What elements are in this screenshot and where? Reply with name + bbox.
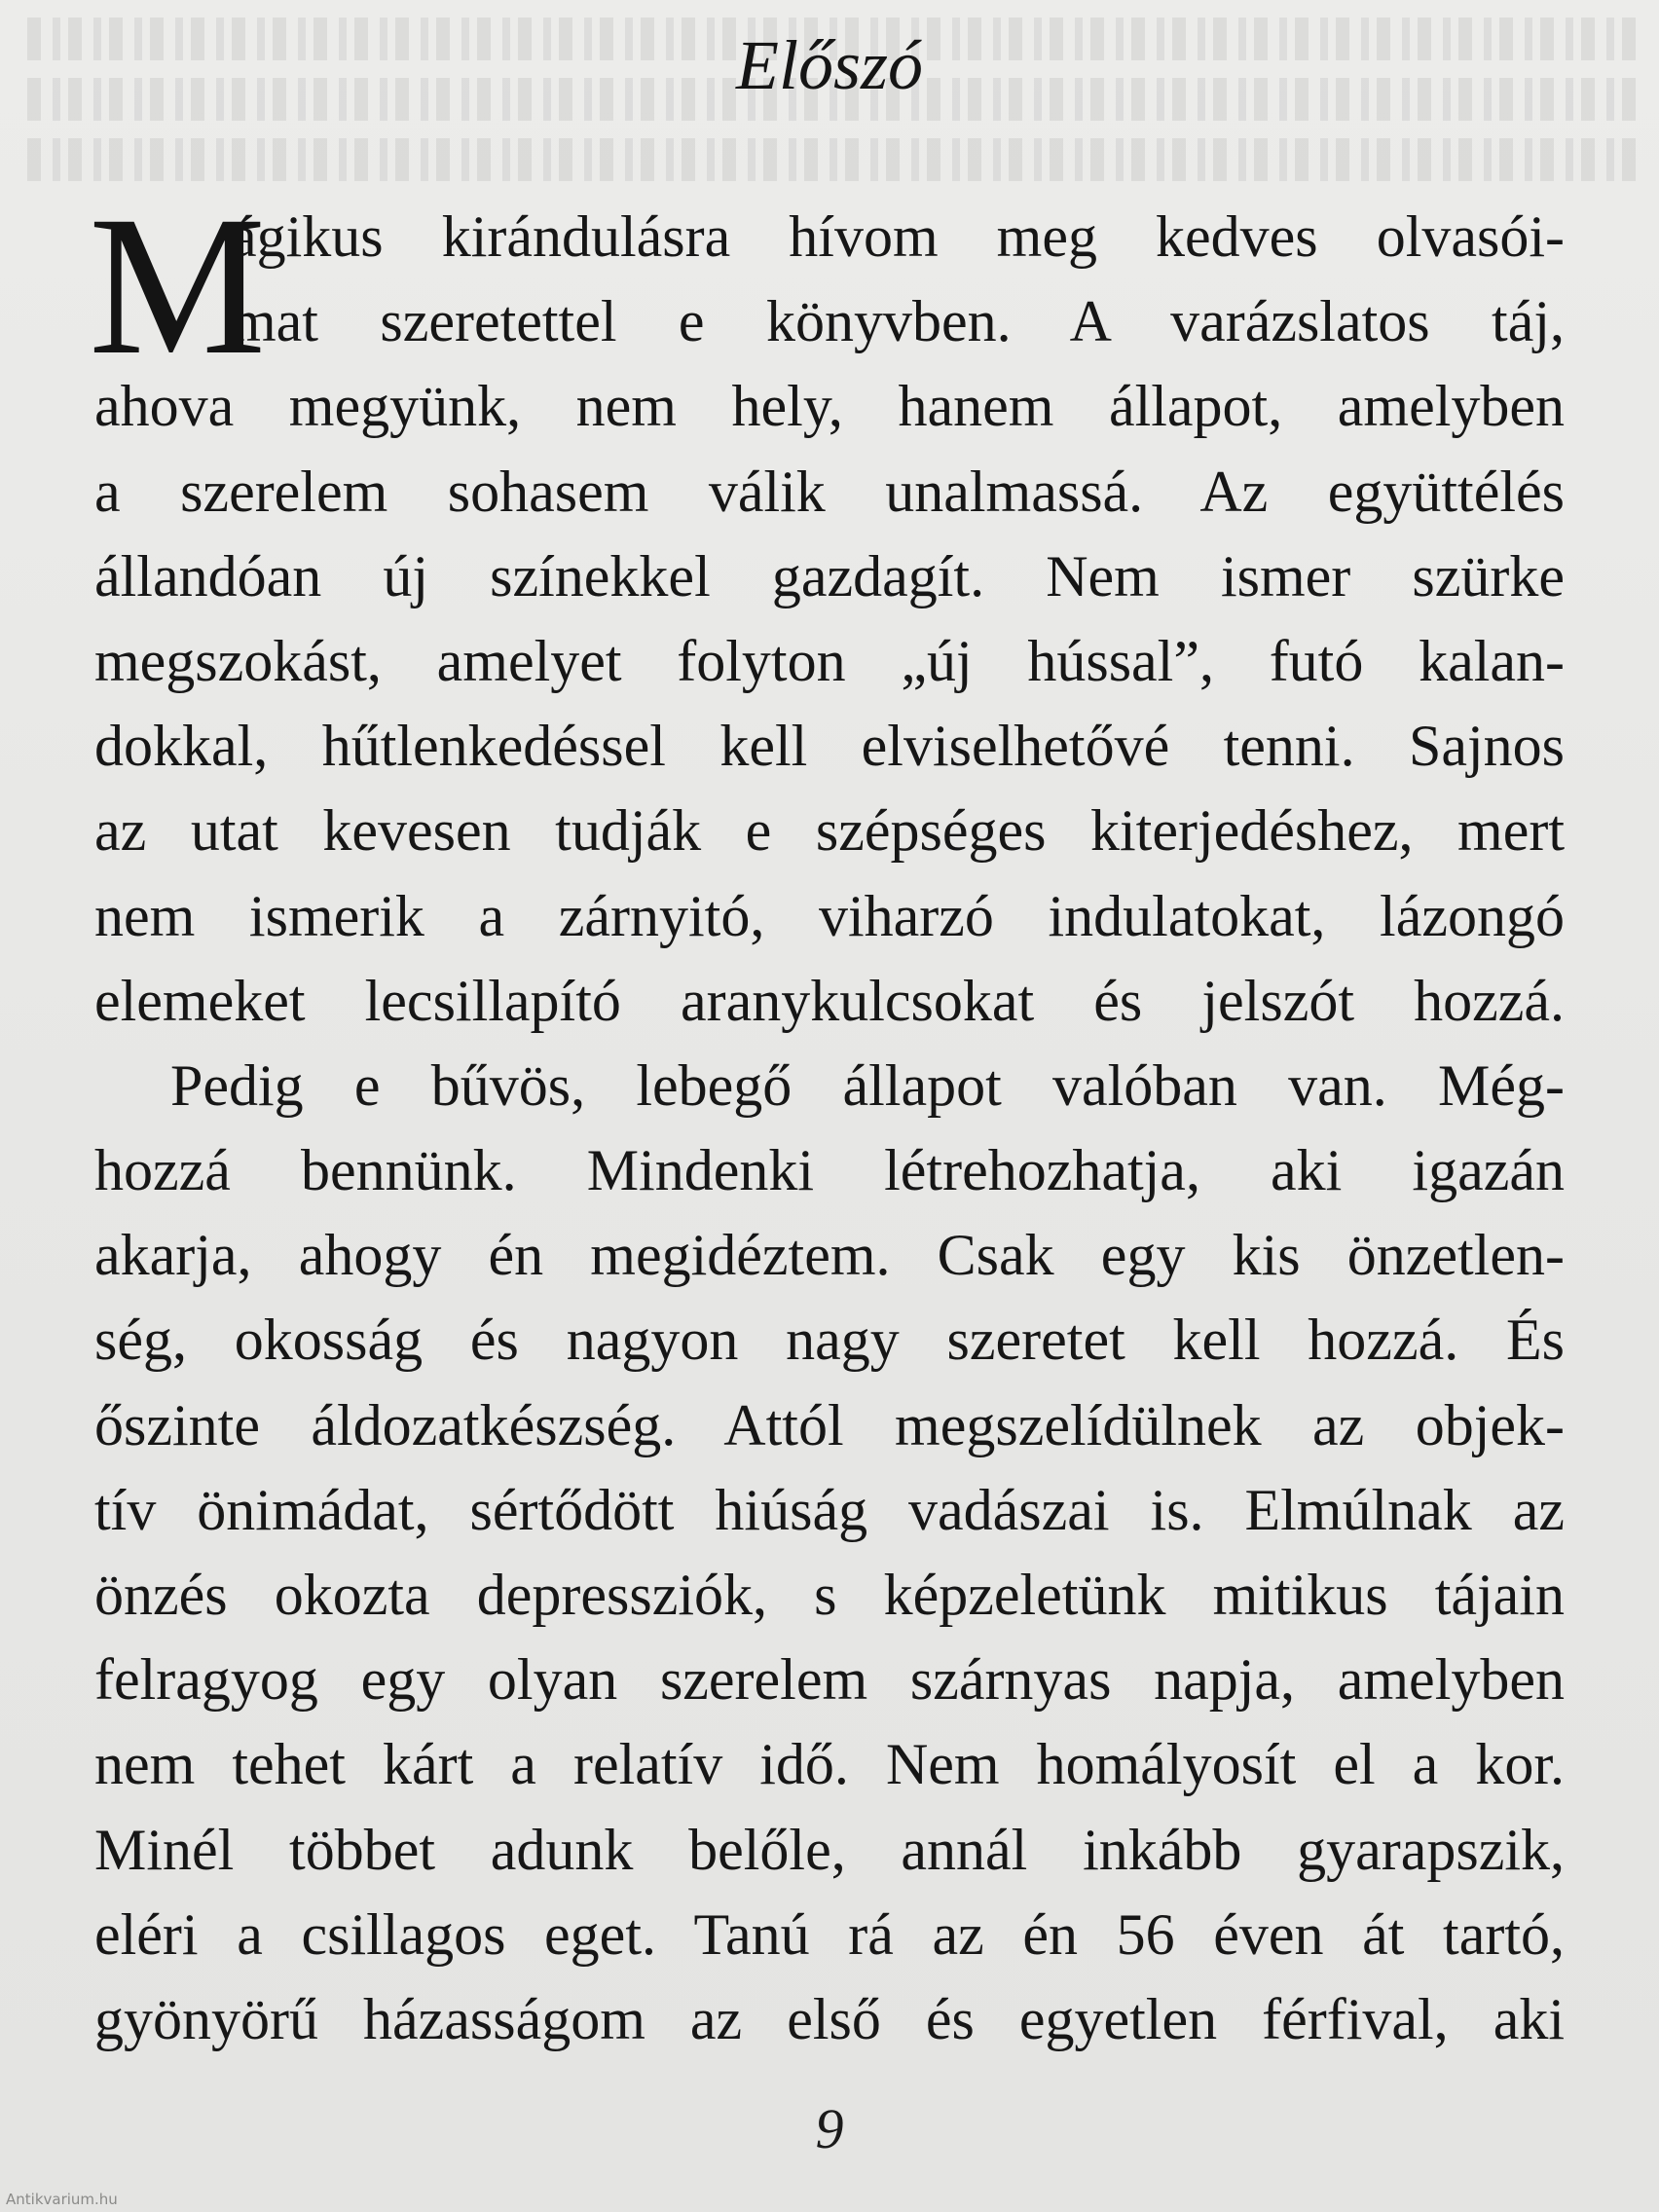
text-line: elemeket lecsillapító aranykulcsokat és jelszót hozzá. [94, 968, 1565, 1033]
chapter-title: Előszó [735, 26, 924, 104]
body-text [89, 175, 1565, 2062]
text-line: tív önimádat, sértődött hiúság vadászai is. Elmúlnak az [94, 1477, 1565, 1542]
text-line: a szerelem sohasem válik unalmassá. Az együttélés [94, 459, 1565, 524]
text-line: hozzá bennünk. Mindenki létrehozhatja, aki igazán [94, 1138, 1565, 1203]
paragraph-2 [94, 1044, 1565, 2062]
text-line: eléri a csillagos eget. Tanú rá az én 56 éven át tartó, [94, 1901, 1565, 1967]
text-line: dokkal, hűtlenkedéssel kell elviselhetővé tenni. Sajnos [94, 714, 1565, 779]
text-line: nem ismerik a zárnyitó, viharzó indulatokat, lázongó [94, 883, 1565, 948]
text-line: önzés okozta depressziók, s képzeletünk mitikus tájain [94, 1563, 1565, 1627]
text-line: gyönyörű házasságom az első és egyetlen férfival, aki [94, 1986, 1565, 2051]
drop-cap: M [89, 175, 267, 396]
text-line: ség, okosság és nagyon nagy szeretet kell hozzá. És [94, 1308, 1565, 1373]
watermark: Antikvarium.hu [6, 2191, 118, 2208]
text-line: mat szeretettel e könyvben. A varázslatos táj, [231, 289, 1565, 354]
text-line: Pedig e bűvös, lebegő állapot valóban van. Még- [170, 1052, 1565, 1118]
text-line: Minél többet adunk belőle, annál inkább gyarapszik, [94, 1817, 1565, 1882]
paragraph-1 [94, 195, 1565, 1044]
text-line: őszinte áldozatkészség. Attól megszelídülnek az objek- [94, 1392, 1565, 1457]
text-line: felragyog egy olyan szerelem szárnyas napja, amelyben [94, 1647, 1565, 1713]
text-line: ágikus kirándulásra hívom meg kedves olvasói- [231, 204, 1565, 269]
text-line: akarja, ahogy én megidéztem. Csak egy kis önzetlen- [94, 1223, 1565, 1288]
text-line: megszokást, amelyet folyton „új hússal”, futó kalan- [94, 628, 1565, 693]
page-number: 9 [815, 2097, 844, 2160]
text-line: állandóan új színekkel gazdagít. Nem ismer szürke [94, 543, 1565, 608]
text-line: nem tehet kárt a relatív idő. Nem homályosít el a kor. [94, 1732, 1565, 1797]
text-line: ahova megyünk, nem hely, hanem állapot, amelyben [94, 374, 1565, 439]
text-line: az utat kevesen tudják e szépséges kiterjedéshez, mert [94, 798, 1565, 864]
